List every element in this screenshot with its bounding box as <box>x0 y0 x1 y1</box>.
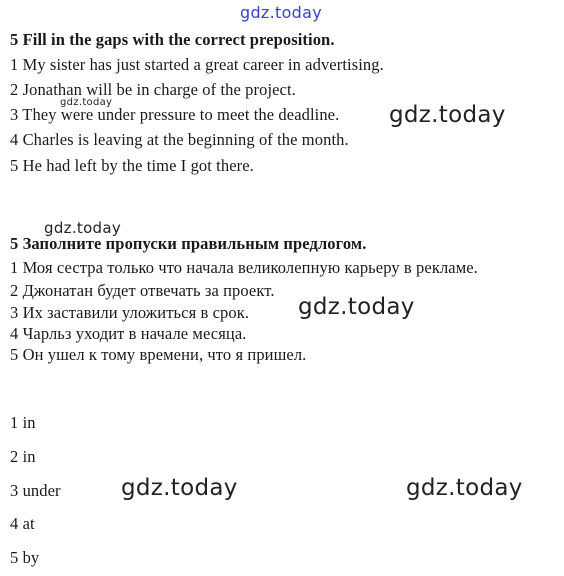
english-item: 4 Charles is leaving at the beginning of the month. <box>10 130 349 149</box>
answer-item: 5 by <box>10 548 40 567</box>
watermark-small: gdz.today <box>60 97 113 108</box>
watermark-english: gdz.today <box>389 102 506 128</box>
russian-heading: 5 Заполните пропуски правильным предлогом. <box>10 234 367 253</box>
russian-item: 1 Моя сестра только что начала великолепную карьеру в рекламе. <box>10 258 478 277</box>
russian-item: 4 Чарльз уходит в начале месяца. <box>10 324 247 343</box>
watermark-russian-heading: gdz.today <box>44 219 122 237</box>
russian-item: 5 Он ушел к тому времени, что я пришел. <box>10 345 307 364</box>
answer-item: 3 under <box>10 481 61 500</box>
russian-item: 3 Их заставили уложиться в срок. <box>10 303 250 322</box>
watermark-answers-right: gdz.today <box>406 475 523 501</box>
watermark-answers-left: gdz.today <box>121 475 238 501</box>
answer-item: 4 at <box>10 514 35 533</box>
answer-item: 2 in <box>10 447 36 466</box>
watermark-russian: gdz.today <box>298 294 415 320</box>
english-heading: 5 Fill in the gaps with the correct preposition. <box>10 30 335 49</box>
russian-item: 2 Джонатан будет отвечать за проект. <box>10 281 275 300</box>
english-item: 1 My sister has just started a great career in advertising. <box>10 55 384 74</box>
english-item: 2 Jonathan will be in charge of the project. <box>10 80 296 99</box>
english-item: 5 He had left by the time I got there. <box>10 156 254 175</box>
answer-item: 1 in <box>10 413 36 432</box>
english-item: 3 They were under pressure to meet the deadline. <box>10 105 340 124</box>
watermark-top: gdz.today <box>240 3 322 22</box>
